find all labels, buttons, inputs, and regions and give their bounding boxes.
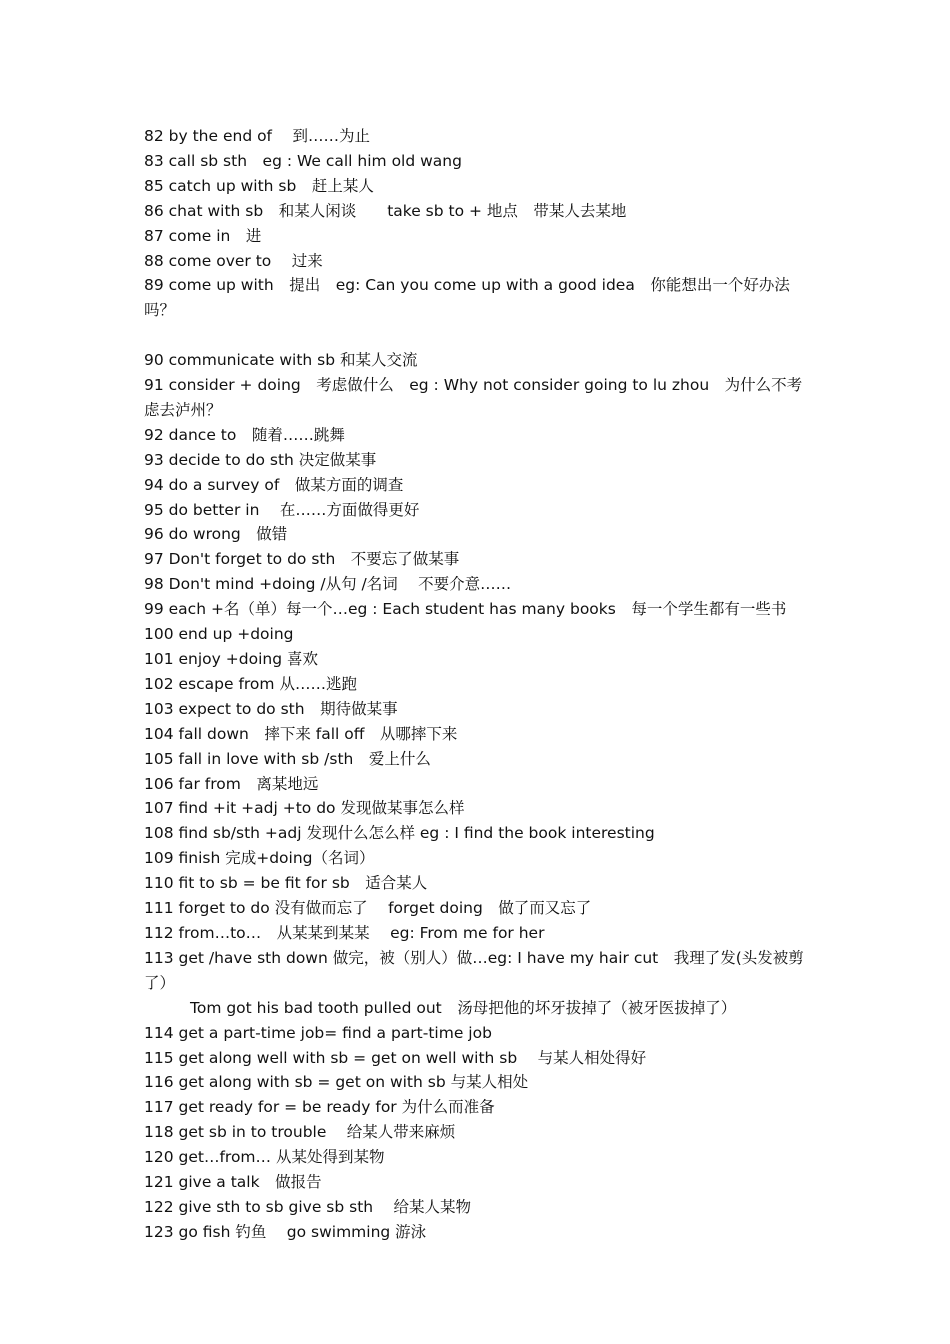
phrase-121: 121 give a talk 做报告 xyxy=(144,1173,322,1192)
phrase-107: 107 find +it +adj +to do 发现做某事怎么样 xyxy=(144,799,465,818)
phrase-101: 101 enjoy +doing 喜欢 xyxy=(144,650,318,669)
phrase-117: 117 get ready for = be ready for 为什么而准备 xyxy=(144,1098,495,1117)
phrase-89: 89 come up with 提出 eg: Can you come up with a good idea 你能想出一个好办法吗？ xyxy=(144,276,790,320)
phrase-92: 92 dance to 随着……跳舞 xyxy=(144,425,345,444)
phrase-85: 85 catch up with sb 赶上某人 xyxy=(144,176,374,195)
phrase-113: 113 get /have sth down 做完，被（别人）做…eg: I have my hair cut 我理了发(头发被剪了） xyxy=(144,948,804,992)
phrase-95: 95 do better in 在……方面做得更好 xyxy=(144,500,420,519)
document-body xyxy=(144,124,816,1245)
phrase-111: 111 forget to do 没有做而忘了 forget doing 做了而又忘了 xyxy=(144,899,592,918)
phrase-103: 103 expect to do sth 期待做某事 xyxy=(144,699,398,718)
phrase-110: 110 fit to sb = be fit for sb 适合某人 xyxy=(144,874,428,893)
phrase-86: 86 chat with sb 和某人闲谈 take sb to + 地点 带某人去某地 xyxy=(144,201,627,220)
phrase-113-example: Tom got his bad tooth pulled out 汤母把他的坏牙拔掉了（被牙医拔掉了） xyxy=(190,998,737,1017)
phrase-82: 82 by the end of 到……为止 xyxy=(144,127,370,145)
phrase-112: 112 from…to… 从某某到某某 eg: From me for her xyxy=(144,923,545,942)
phrase-90: 90 communicate with sb 和某人交流 xyxy=(144,351,418,370)
phrase-104: 104 fall down 摔下来 fall off 从哪摔下来 xyxy=(144,724,458,743)
phrase-97: 97 Don't forget to do sth 不要忘了做某事 xyxy=(144,550,460,569)
phrase-99: 99 each +名（单）每一个…eg : Each student has many books 每一个学生都有一些书 xyxy=(144,600,787,619)
phrase-114: 114 get a part-time job= find a part-time job xyxy=(144,1023,492,1042)
phrase-98: 98 Don't mind +doing /从句 /名词 不要介意…… xyxy=(144,575,512,594)
phrase-93: 93 decide to do sth 决定做某事 xyxy=(144,450,377,469)
phrase-118: 118 get sb in to trouble 给某人带来麻烦 xyxy=(144,1123,456,1142)
blank-line xyxy=(144,323,816,348)
phrase-109: 109 finish 完成+doing（名词） xyxy=(144,849,375,868)
phrase-122: 122 give sth to sb give sb sth 给某人某物 xyxy=(144,1197,472,1216)
phrase-88: 88 come over to 过来 xyxy=(144,251,323,270)
phrase-87: 87 come in 进 xyxy=(144,226,262,245)
phrase-115: 115 get along well with sb = get on well with sb 与某人相处得好 xyxy=(144,1048,647,1067)
phrase-91: 91 consider + doing 考虑做什么 eg : Why not consider going to lu zhou 为什么不考虑去泸州？ xyxy=(144,376,803,419)
phrase-96: 96 do wrong 做错 xyxy=(144,525,288,544)
phrase-120: 120 get…from… 从某处得到某物 xyxy=(144,1148,385,1167)
phrase-123: 123 go fish 钓鱼 go swimming 游泳 xyxy=(144,1222,427,1241)
phrase-105: 105 fall in love with sb /sth 爱上什么 xyxy=(144,749,431,768)
phrase-102: 102 escape from 从……逃跑 xyxy=(144,674,357,693)
phrase-106: 106 far from 离某地远 xyxy=(144,774,319,793)
phrase-94: 94 do a survey of 做某方面的调查 xyxy=(144,475,404,494)
phrase-83: 83 call sb sth eg : We call him old wang xyxy=(144,151,462,170)
phrase-116: 116 get along with sb = get on with sb 与某人相处 xyxy=(144,1073,529,1092)
phrase-100: 100 end up +doing xyxy=(144,625,294,644)
phrase-108: 108 find sb/sth +adj 发现什么怎么样 eg : I find the book interesting xyxy=(144,824,655,843)
